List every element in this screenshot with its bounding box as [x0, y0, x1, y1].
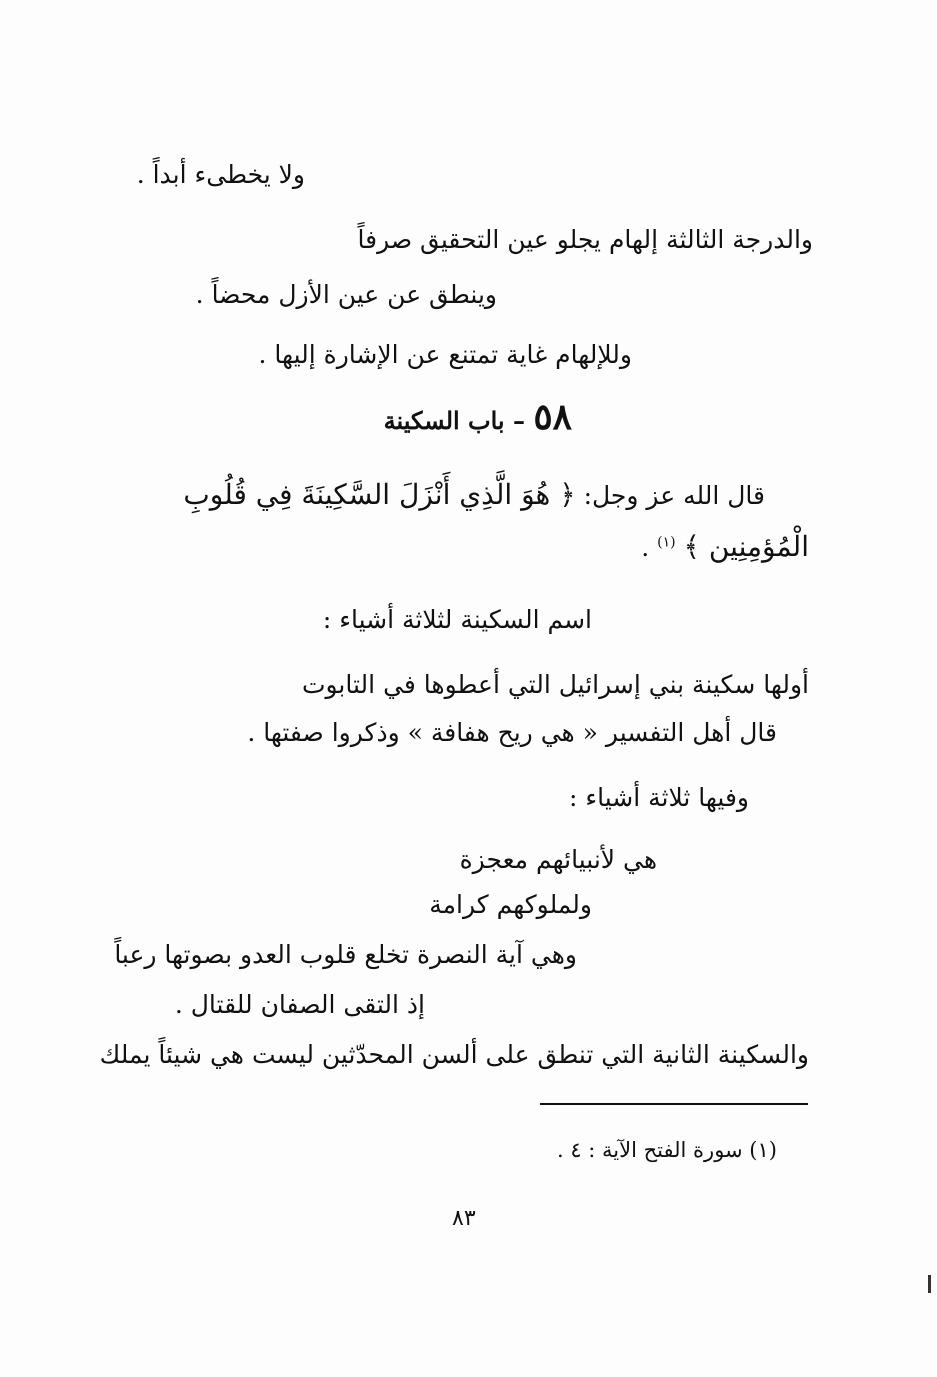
body-line-5: هي لأنبيائهم معجزة: [459, 845, 657, 874]
text-line-1: ولا يخطىء أبداً .: [136, 160, 305, 189]
scan-edge-mark: [928, 1275, 931, 1293]
body-line-7: وهي آية النصرة تخلع قلوب العدو بصوتها رعباً: [114, 940, 577, 969]
quranic-verse-part-1: ﴿ هُوَ الَّذِي أَنْزَلَ السَّكِينَةَ فِي قُلُوبِ: [183, 478, 576, 511]
footnote-reference: (١): [657, 534, 676, 551]
body-line-8: إذ التقى الصفان للقتال .: [174, 990, 425, 1019]
section-title: باب السكينة: [383, 406, 505, 435]
body-line-6: ولملوكهم كرامة: [429, 890, 592, 919]
quranic-verse-part-2: الْمُؤمِنِين ﴾: [683, 530, 809, 563]
quote-line-2: [641, 530, 809, 564]
quote-line-1: [183, 478, 765, 512]
section-dash: –: [512, 406, 525, 435]
quote-end-dot: .: [641, 533, 650, 562]
section-heading: [384, 396, 572, 439]
footnote-divider: [540, 1103, 808, 1105]
text-line-2: والدرجة الثالثة إلهام يجلو عين التحقيق صرفاً: [357, 225, 813, 254]
footnote-text: (١) سورة الفتح الآية : ٤ .: [556, 1138, 777, 1162]
section-number: ٥٨: [533, 396, 572, 438]
body-line-1: اسم السكينة لثلاثة أشياء :: [322, 605, 592, 634]
text-line-3: وينطق عن عين الأزل محضاً .: [195, 280, 497, 309]
text-line-4: وللإلهام غاية تمتنع عن الإشارة إليها .: [258, 340, 632, 369]
body-line-2: أولها سكينة بني إسرائيل التي أعطوها في التابوت: [301, 670, 809, 699]
page-number: ٨٣: [452, 1206, 476, 1231]
body-line-9: والسكينة الثانية التي تنطق على ألسن المحدّثين ليست هي شيئاً يملك: [99, 1040, 809, 1069]
body-line-4: وفيها ثلاثة أشياء :: [568, 783, 749, 812]
body-line-3: قال أهل التفسير « هي ريح هفافة » وذكروا صفتها .: [247, 718, 777, 747]
quote-intro: قال الله عز وجل:: [583, 481, 765, 510]
